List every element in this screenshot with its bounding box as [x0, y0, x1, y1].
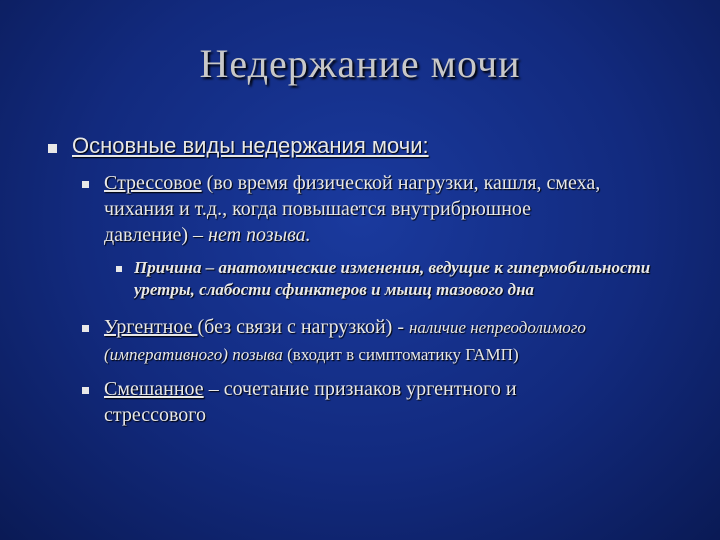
term-stress: Стрессовое [104, 172, 202, 194]
bullet-icon [48, 144, 57, 153]
bullet-icon [116, 266, 122, 272]
bullet-icon [82, 387, 89, 394]
term-mixed: Смешанное [104, 378, 204, 400]
sub-item-cause [134, 257, 720, 301]
stress-desc-3: давление) – [104, 224, 209, 246]
section-heading: Основные виды недержания мочи: [72, 133, 429, 158]
urgent-desc-2-italic: (императивного) позыва [104, 345, 283, 364]
stress-desc-1: (во время физической нагрузки, кашля, смеха, [201, 172, 601, 194]
list-item-stress [104, 170, 714, 248]
list-item-urgent [104, 314, 714, 368]
stress-no-urge: нет позыва. [208, 224, 311, 246]
urgent-desc-1-italic: наличие непреодолимого [408, 318, 586, 337]
bullet-icon [82, 181, 89, 188]
bullet-icon [82, 325, 89, 332]
mixed-desc-2: стрессового [104, 404, 207, 426]
urgent-desc-1: (без связи с нагрузкой) - [197, 316, 409, 338]
stress-desc-2: чихания и т.д., когда повышается внутрибрюшное [104, 198, 532, 220]
urgent-desc-2: (входит в симптоматику ГАМП) [282, 345, 519, 364]
list-item-mixed [104, 376, 714, 428]
cause-line-2: уретры, слабости сфинктеров и мышц тазового дна [134, 280, 535, 299]
cause-line-1: Причина – анатомические изменения, ведущие к гипермобильности [134, 258, 651, 277]
term-urgent: Ургентное [104, 316, 198, 338]
mixed-desc-1: – сочетание признаков ургентного и [203, 378, 517, 400]
slide-title: Недержание мочи [199, 41, 521, 86]
